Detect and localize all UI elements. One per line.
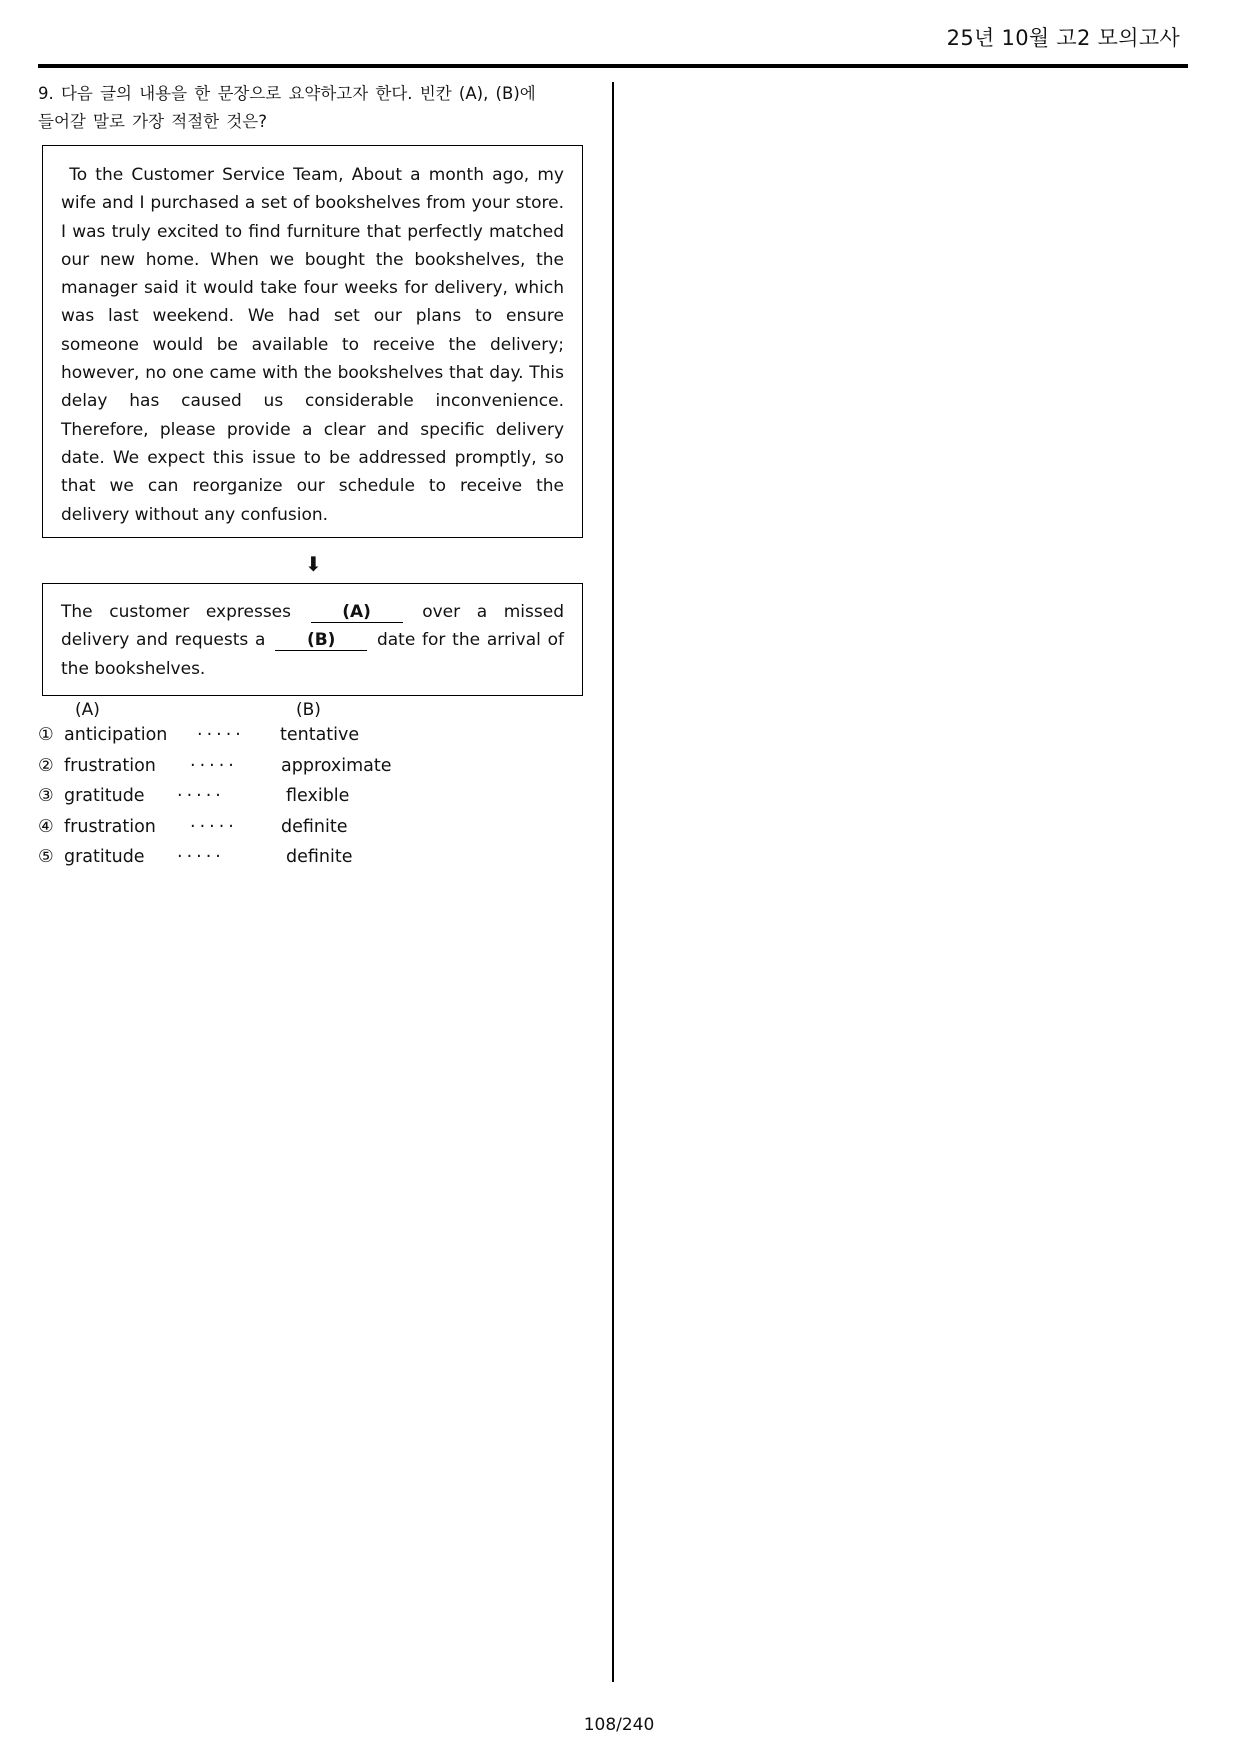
choice-dots: ····· [177,786,225,806]
blank-b: (B) [275,630,367,651]
summary-part-3: date for the arrival of the bookshelves. [61,630,564,679]
choice-a: frustration [64,755,156,776]
choice-b: approximate [281,755,392,776]
question-line-1: 9. 다음 글의 내용을 한 문장으로 요약하고자 한다. 빈칸 (A), (B)에 [38,84,536,103]
choice-a: gratitude [64,786,145,806]
question-line-2: 들어갈 말로 가장 적절한 것은? [38,112,268,131]
page-number: 108/240 [583,1715,655,1735]
choice-3[interactable] [38,786,438,817]
choice-header-b: (B) [296,700,321,720]
passage-box [42,145,583,538]
choice-1[interactable] [38,725,438,756]
choice-b: tentative [280,725,360,745]
choice-header-a: (A) [75,700,100,720]
passage-text: To the Customer Service Team, About a month ago, my wife and I purchased a set of bookshelves from your store. I was truly excited to find furniture that perfectly matched our new home. When we bought the bookshelves, the manager said it would take four weeks for delivery, which was last weekend. We had set our plans to ensure someone would be available to receive the delivery; however, no one came with the bookshelves that day. This delay has caused us considerable inconvenience. Therefore, please provide a clear and specific delivery date. We expect this issue to be addressed promptly, so that we can reorganize our schedule to receive the delivery without any confusion. [61,165,564,525]
choice-a: gratitude [64,847,145,867]
summary-part-1: The customer expresses [61,602,291,622]
summary-box [42,583,583,696]
choice-dots: ····· [190,816,238,837]
choice-list [38,725,438,878]
choice-a: anticipation [64,725,168,745]
choice-b: definite [281,816,348,837]
choice-dots: ····· [190,755,238,776]
choice-2[interactable] [38,756,438,787]
header-title: 25년 10월 고2 모의고사 [946,26,1180,50]
down-arrow-icon: ⬇ [305,552,322,576]
choice-dots: ····· [177,847,225,867]
summary-part-2: over a missed delivery and requests a [61,602,564,651]
choice-a: frustration [64,816,156,837]
choice-4[interactable] [38,817,438,848]
blank-a: (A) [311,602,403,623]
choice-number: ① [38,725,54,745]
question-prompt [38,80,578,136]
choice-dots: ····· [197,725,245,745]
choice-number: ③ [38,786,54,806]
choice-number: ⑤ [38,847,54,867]
choice-b: flexible [286,786,350,806]
choice-b: definite [286,847,353,867]
header-rule [38,64,1188,68]
choice-5[interactable] [38,847,438,878]
choice-number: ④ [38,816,54,837]
choice-number: ② [38,755,54,776]
column-divider [612,82,614,1682]
